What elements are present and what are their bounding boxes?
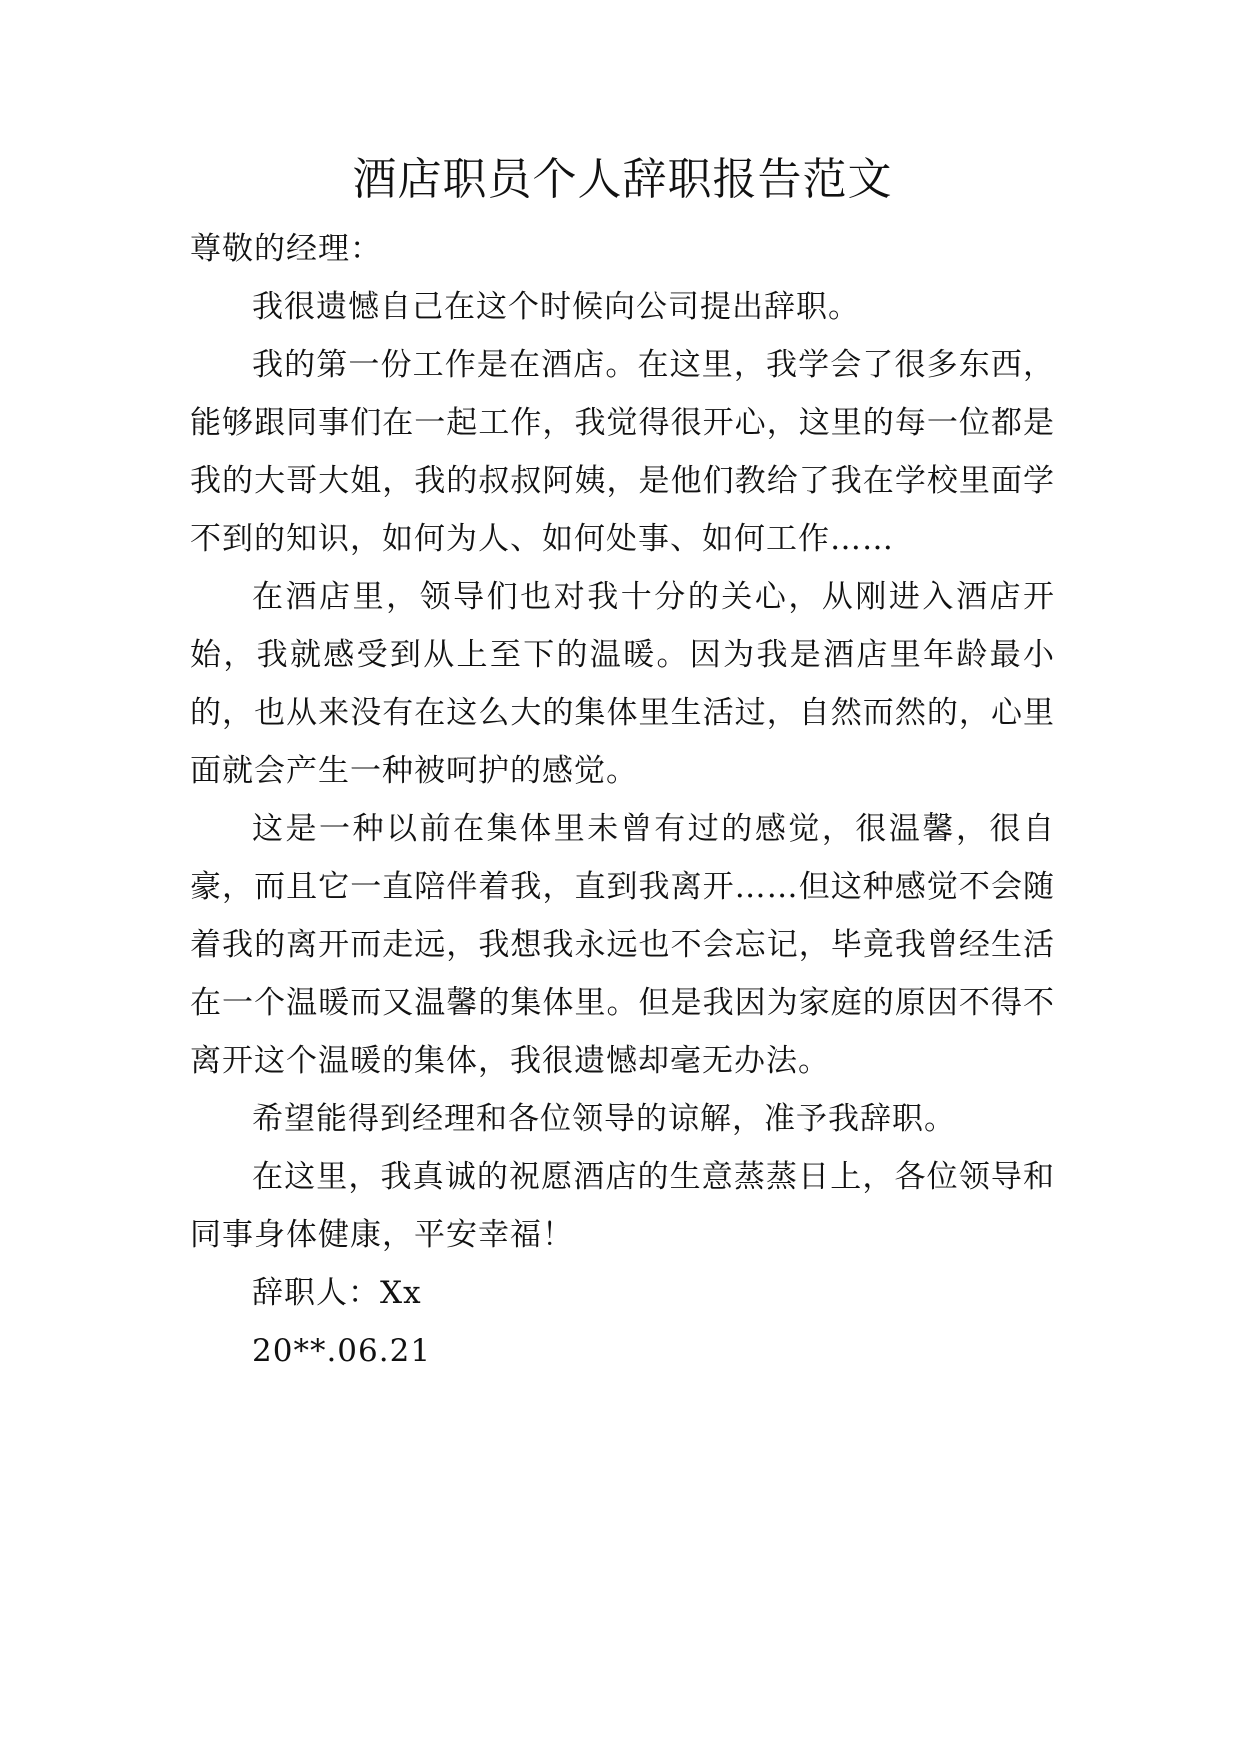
signature: 辞职人：Xx [252, 1275, 422, 1311]
date: 20**.06.21 [252, 1333, 432, 1369]
paragraph-1: 我很遗憾自己在这个时候向公司提出辞职。 [252, 289, 860, 325]
document-title: 酒店职员个人辞职报告范文 [352, 154, 893, 205]
paragraph-6: 在这里，我真诚的祝愿酒店的生意蒸蒸日上，各位领导和同事身体健康，平安幸福！ [190, 1159, 1055, 1253]
paragraph-5: 希望能得到经理和各位领导的谅解，准予我辞职。 [252, 1101, 956, 1137]
salutation: 尊敬的经理： [190, 231, 382, 267]
paragraph-4: 这是一种以前在集体里未曾有过的感觉，很温馨，很自豪，而且它一直陪伴着我，直到我离开……但这种感觉不会随着我的离开而走远，我想我永远也不会忘记，毕竟我曾经生活在一个温暖而又温馨的集体里。但是我因为家庭的原因不得不离开这个温暖的集体，我很遗憾却毫无办法。 [190, 811, 1055, 1079]
paragraph-2: 我的第一份工作是在酒店。在这里，我学会了很多东西，能够跟同事们在一起工作，我觉得很开心，这里的每一位都是我的大哥大姐，我的叔叔阿姨，是他们教给了我在学校里面学不到的知识，如何为人、如何处事、如何工作…… [190, 347, 1055, 557]
document-page [190, 150, 1055, 1380]
paragraph-3: 在酒店里，领导们也对我十分的关心，从刚进入酒店开始，我就感受到从上至下的温暖。因为我是酒店里年龄最小的，也从来没有在这么大的集体里生活过，自然而然的，心里面就会产生一种被呵护的感觉。 [190, 579, 1055, 789]
